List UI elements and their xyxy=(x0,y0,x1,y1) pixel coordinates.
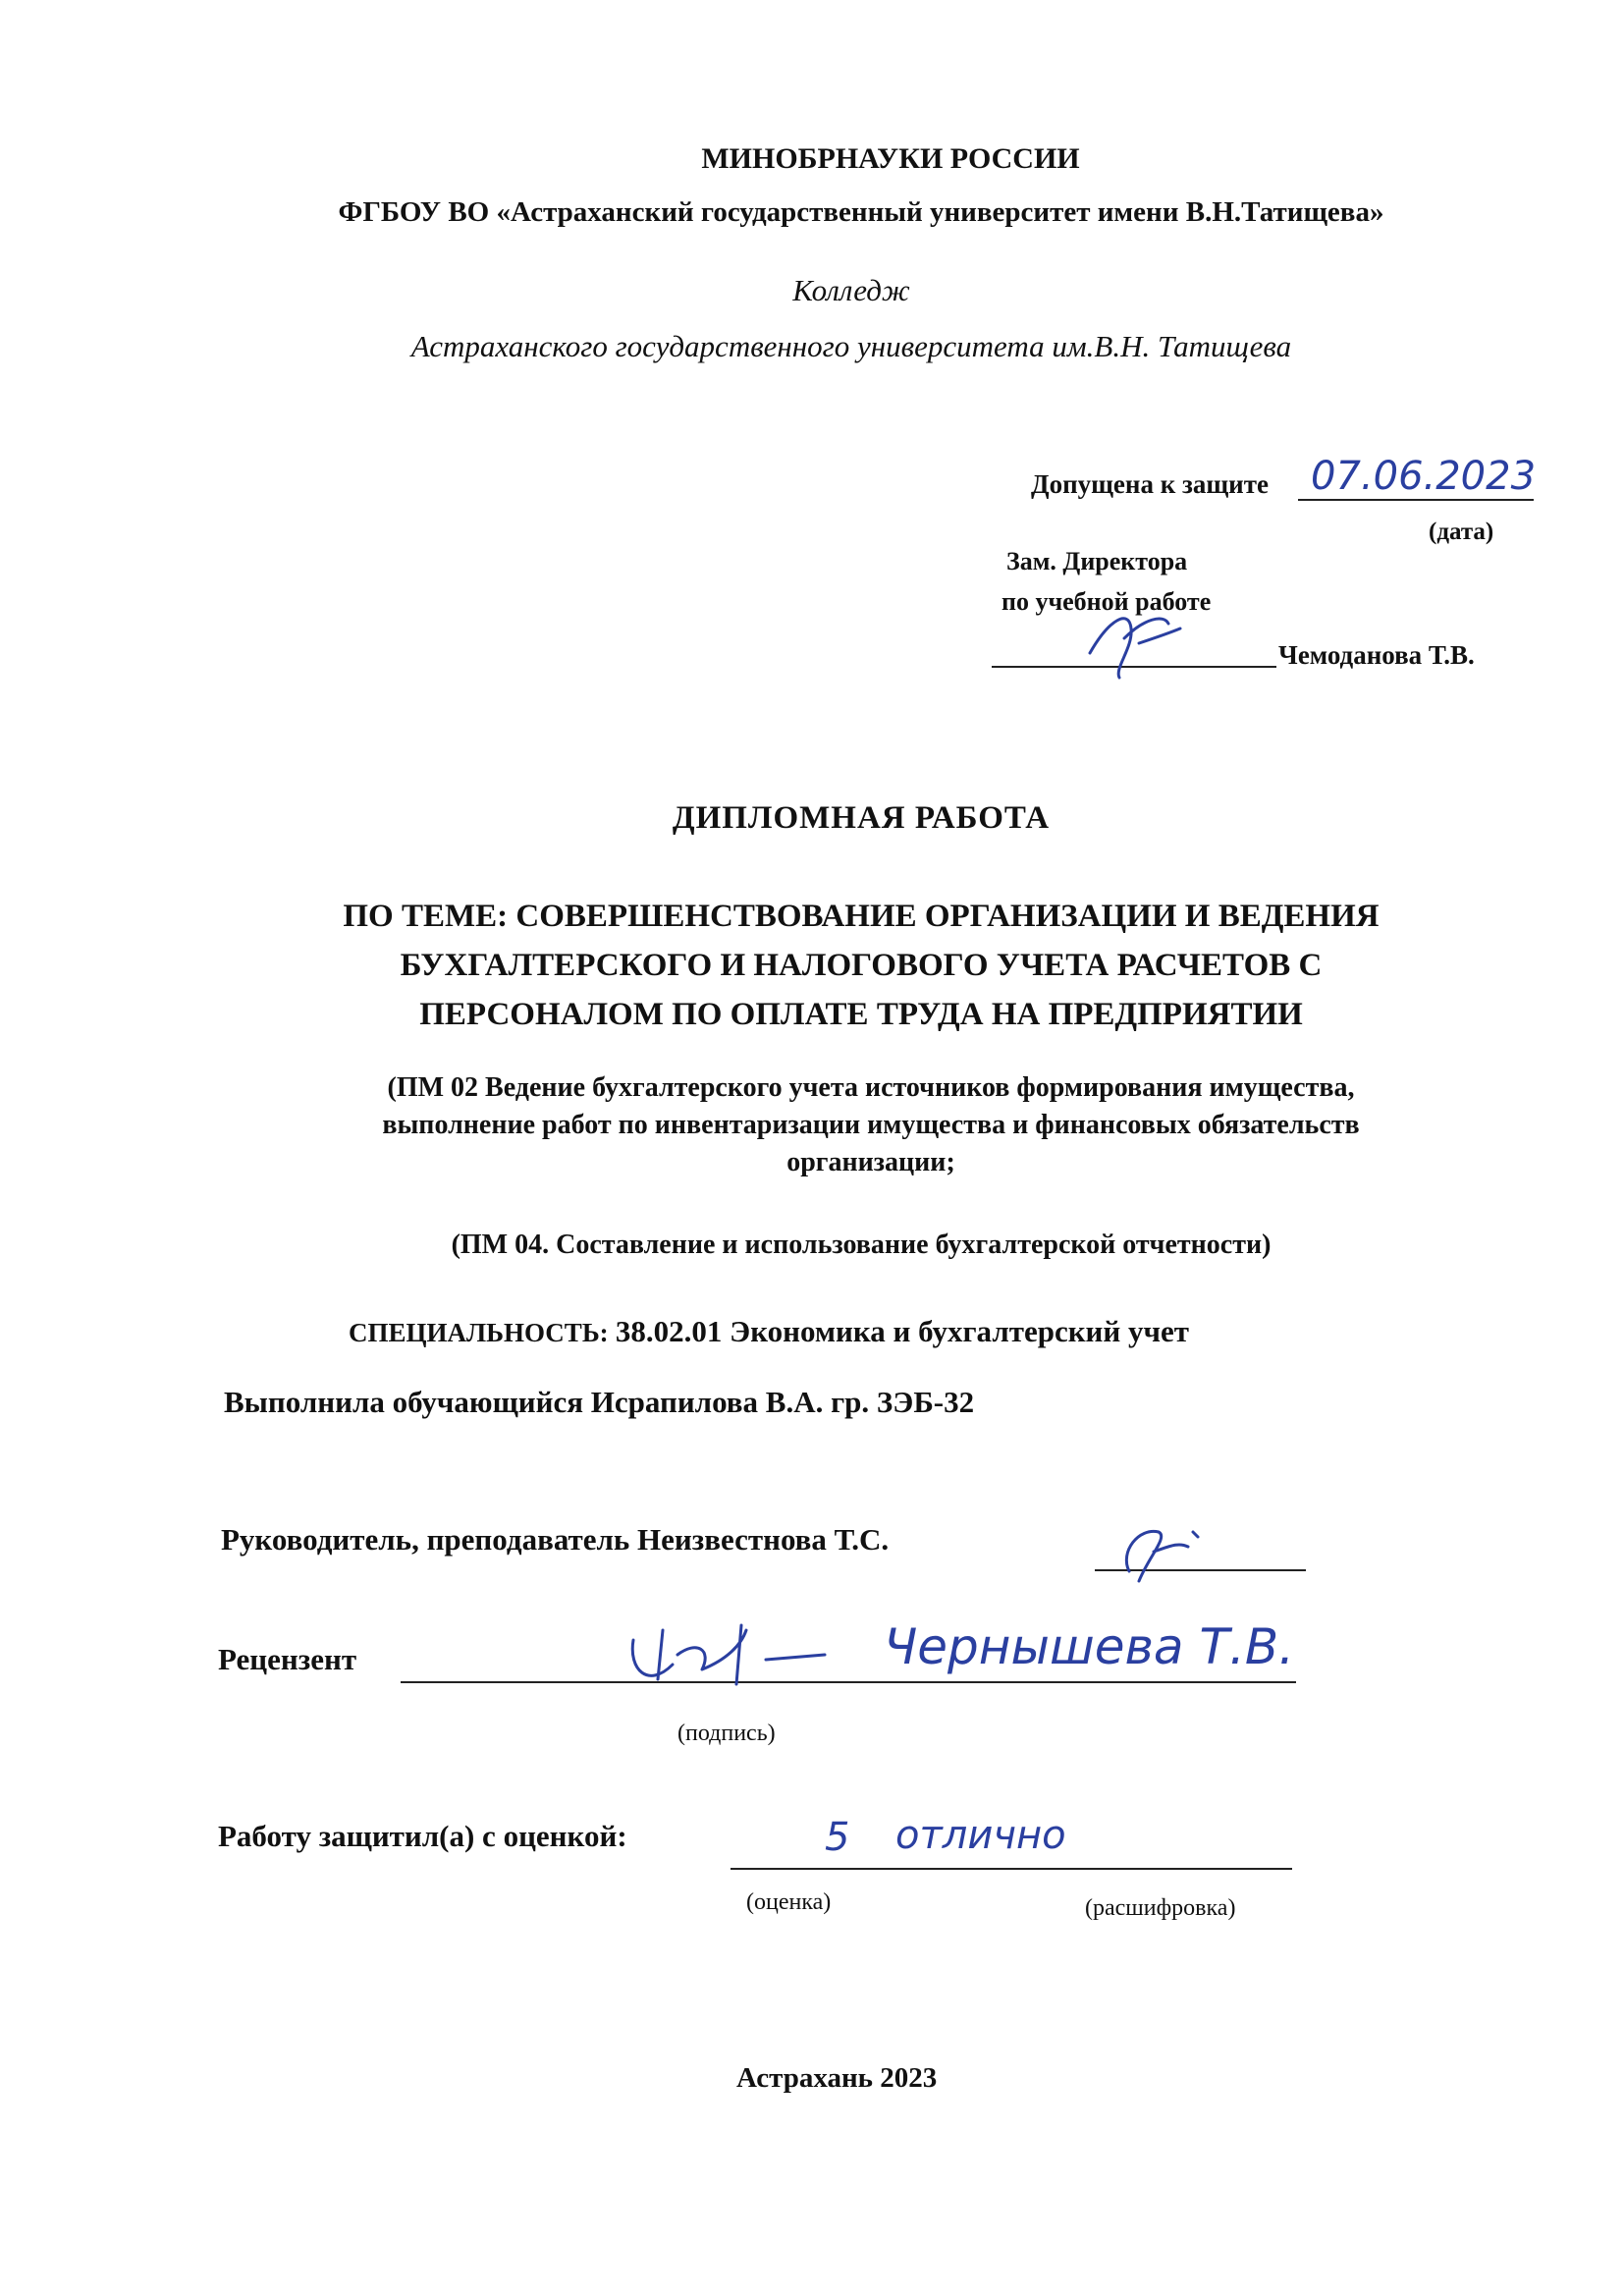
director-signature xyxy=(1070,599,1188,687)
specialty-label: СПЕЦИАЛЬНОСТЬ: xyxy=(349,1318,609,1347)
supervisor-line: Руководитель, преподаватель Неизвестнова Т.С. xyxy=(221,1522,890,1557)
module-1-line-2: выполнение работ по инвентаризации имущества и финансовых обязательств xyxy=(382,1110,1360,1140)
position-line-1: Зам. Директора xyxy=(1006,547,1188,575)
city-year: Астрахань 2023 xyxy=(736,2062,938,2094)
module-1-line-3: организации; xyxy=(786,1147,955,1177)
reviewer-signature xyxy=(619,1611,844,1709)
grade-line xyxy=(731,1868,1292,1870)
reviewer-signature-line xyxy=(401,1681,1296,1683)
grade-label: Работу защитил(а) с оценкой: xyxy=(218,1819,627,1853)
decode-caption: (расшифровка) xyxy=(1085,1895,1236,1921)
reviewer-handwritten-name: Чернышева Т.В. xyxy=(884,1618,1295,1675)
module-2: (ПМ 04. Составление и использование бухгалтерской отчетности) xyxy=(451,1230,1272,1260)
work-type: ДИПЛОМНАЯ РАБОТА xyxy=(672,800,1051,836)
director-name: Чемоданова Т.В. xyxy=(1278,640,1475,670)
grade-text: отлично xyxy=(895,1813,1066,1858)
reviewer-label: Рецензент xyxy=(218,1642,357,1676)
student-line: Выполнила обучающийся Исрапилова В.А. гр. ЗЭБ-32 xyxy=(224,1385,975,1419)
college-line-1: Колледж xyxy=(792,273,910,307)
supervisor-signature xyxy=(1100,1512,1218,1591)
theme-line-3: ПЕРСОНАЛОМ ПО ОПЛАТЕ ТРУДА НА ПРЕДПРИЯТИИ xyxy=(419,997,1303,1032)
college-line-2: Астраханского государственного университета им.В.Н. Татищева xyxy=(410,329,1292,363)
university-name: ФГБОУ ВО «Астраханский государственный университет имени В.Н.Татищева» xyxy=(338,196,1384,228)
admitted-label: Допущена к защите xyxy=(1031,469,1269,499)
theme-line-2: БУХГАЛТЕРСКОГО И НАЛОГОВОГО УЧЕТА РАСЧЕТОВ С xyxy=(400,948,1323,983)
specialty-value: 38.02.01 Экономика и бухгалтерский учет xyxy=(615,1314,1190,1348)
ministry-title: МИНОБРНАУКИ РОССИИ xyxy=(701,142,1080,175)
grade-caption: (оценка) xyxy=(746,1889,832,1915)
position-line-2: по учебной работе xyxy=(1001,587,1212,616)
grade-value: 5 xyxy=(825,1815,850,1860)
date-caption: (дата) xyxy=(1429,519,1494,545)
module-1-line-1: (ПМ 02 Ведение бухгалтерского учета источников формирования имущества, xyxy=(387,1072,1355,1103)
reviewer-caption: (подпись) xyxy=(677,1721,776,1746)
admitted-date-handwritten: 07.06.2023 xyxy=(1311,454,1537,499)
theme-line-1: ПО ТЕМЕ: СОВЕРШЕНСТВОВАНИЕ ОРГАНИЗАЦИИ И ВЕДЕНИЯ xyxy=(343,899,1380,934)
admitted-date-line xyxy=(1298,499,1534,501)
specialty-line xyxy=(349,1314,1189,1349)
